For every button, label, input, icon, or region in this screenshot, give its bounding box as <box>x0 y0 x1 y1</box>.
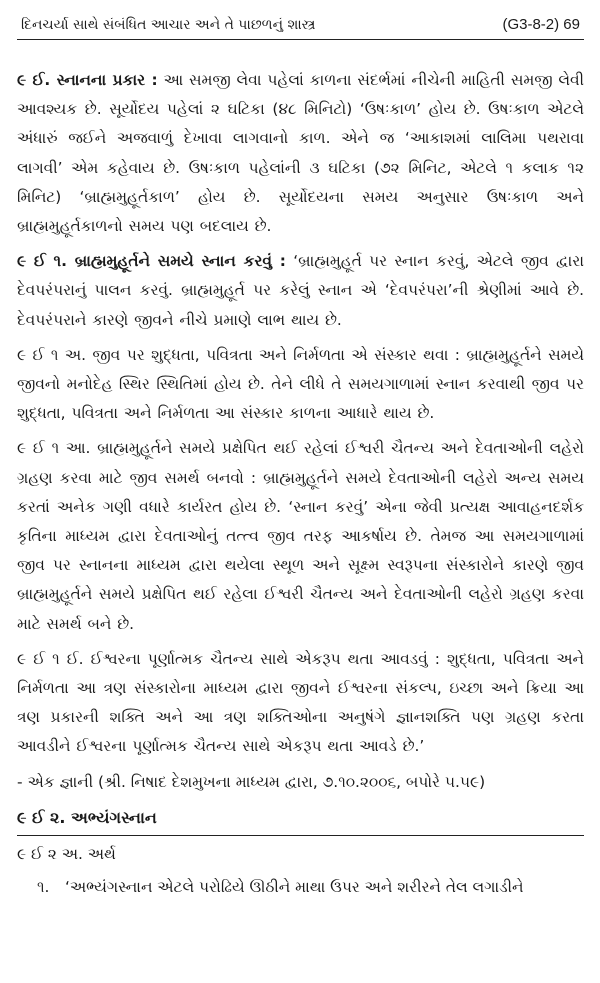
page-reference: (G3-8-2) 69 <box>502 16 580 33</box>
attribution: - એક જ્ઞાની (શ્રી. નિષાદ દેશમુખના માધ્યમ દ્વારા, ૭.૧૦.૨૦૦૬, બપોરે ૫.૫૯) <box>17 772 486 791</box>
section-paragraph <box>17 645 584 762</box>
section-paragraph <box>17 434 584 638</box>
section-heading: ૯ ઈ ૧ ઈ. <box>17 649 84 668</box>
subsection-heading: ૯ ઈ ૨. અભ્યંગસ્નાન <box>17 803 584 836</box>
section-text: ઈશ્વરના પૂર્ણાત્મક ચૈતન્ય સાથે એકરૂપ થતા આવડવું : શુદ્ધતા, પવિત્રતા અને નિર્મળતા આ ત્રણ સંસ્કારોના માધ્યમ દ્વારા જીવને ઈશ્વરના સંકલ્પ, ઇચ્છા અને ક્રિયા આ ત્રણ પ્રકારની શક્તિ અને આ ત્રણ શક્તિઓના અનુષંગે જ્ઞાનશક્તિ પણ ગ્રહણ કરતા આવડીને ઈશ્વરના પૂર્ણાત્મક ચૈતન્ય સાથે એકરૂપ થતા આવડે છે.’ <box>17 649 584 756</box>
section-text: જીવ પર શુદ્ધતા, પવિત્રતા અને નિર્મળતા એ સંસ્કાર થવા : બ્રાહ્મમુહૂર્તને સમયે જીવનો મનોદેહ સ્થિર સ્થિતિમાં હોય છે. તેને લીધે તે સમયગાળામાં સ્નાન કરવાથી જીવ પર શુદ્ધતા, પવિત્રતા અને નિર્મળતા આ સંસ્કાર કાળના આધારે થાય છે. <box>17 345 585 423</box>
page-content <box>17 40 584 902</box>
section-heading: ૯ ઈ ૧ અ. <box>17 345 86 364</box>
section-heading: ૯ ઈ. સ્નાનના પ્રકાર : <box>17 71 158 89</box>
list-item <box>17 873 584 902</box>
chapter-title: દિનચર્યા સાથે સંબંધિત આચાર અને તે પાછળનું શાસ્ત્ર <box>21 17 316 33</box>
section-paragraph <box>17 247 584 335</box>
section-paragraph <box>17 66 584 241</box>
section-heading: ૯ ઈ ૧. બ્રાહ્મમુહૂર્તને સમયે સ્નાન કરવું : <box>17 252 286 271</box>
sub-heading: ૯ ઈ ૨ અ. અર્થ <box>17 844 116 863</box>
item-number: ૧. <box>37 877 50 896</box>
section-heading: ૯ ઈ ૧ આ. <box>17 439 91 458</box>
section-paragraph <box>17 341 584 429</box>
item-text: ‘અભ્યંગસ્નાન એટલે પરોઢિયે ઊઠીને માથા ઉપર અને શરીરને તેલ લગાડીને <box>65 877 524 896</box>
section-text: આ સમજી લેવા પહેલાં કાળના સંદર્ભમાં નીચેની માહિતી સમજી લેવી આવશ્યક છે. સૂર્યોદય પહેલાં ૨ ઘટિકા (૪૮ મિનિટો) ‘ઉષઃકાળ’ હોય છે. ઉષઃકાળ એટલે અંધારું જઈને અજવાળું દેખાવા લાગવાનો કાળ. એને જ ‘આકાશમાં લાલિમા પથરાવા લાગવી’ એમ કહેવાય છે. ઉષઃકાળ પહેલાંની ૩ ઘટિકા (૭૨ મિનિટ, એટલે ૧ કલાક ૧૨ મિનિટ) ‘બ્રાહ્મમુહૂર્તકાળ’ હોય છે. સૂર્યોદયના સમય અનુસાર ઉષઃકાળ અને બ્રાહ્મમુહૂર્તકાળનો સમય પણ બદલાય છે. <box>17 71 584 236</box>
section-text: ‘બ્રાહ્મમુહૂર્ત પર સ્નાન કરવું, એટલે જીવ દ્વારા દેવપરંપરાનું પાલન કરવું. બ્રાહ્મમુહૂર્ત પર કરેલું સ્નાન એ ‘દેવપરંપરા’ની શ્રેણીમાં આવે છે. દેવપરંપરાને કારણે જીવને નીચે પ્રમાણે લાભ થાય છે. <box>17 252 584 329</box>
section-text: બ્રાહ્મમુહૂર્તને સમયે પ્રક્ષેપિત થઈ રહેલાં ઈશ્વરી ચૈતન્ય અને દેવતાઓની લહેરો ગ્રહણ કરવા માટે જીવ સમર્થ બનવો : બ્રાહ્મમુહૂર્તને સમયે દેવતાઓની લહેરો અન્ય સમય કરતાં અનેક ગણી વધારે કાર્યરત હોય છે. ‘સ્નાન કરવું’ એના જેવી પ્રત્યક્ષ આવાહનદર્શક કૃતિના માધ્યમ દ્વારા દેવતાઓનું તત્ત્વ જીવ તરફ આકર્ષાય છે. તેમજ આ સમયગાળામાં જીવ પર સ્નાનના માધ્યમ દ્વારા થયેલા સ્થૂળ અને સૂક્ષ્મ સ્વરૂપના સંસ્કારોને કારણે જીવ બ્રાહ્મમુહૂર્તને સમયે પ્રક્ષેપિત થઈ રહેલા ઈશ્વરી ચૈતન્ય અને દેવતાઓની લહેરો ગ્રહણ કરવા માટે સમર્થ બને છે. <box>17 439 584 633</box>
page-header <box>17 0 584 40</box>
